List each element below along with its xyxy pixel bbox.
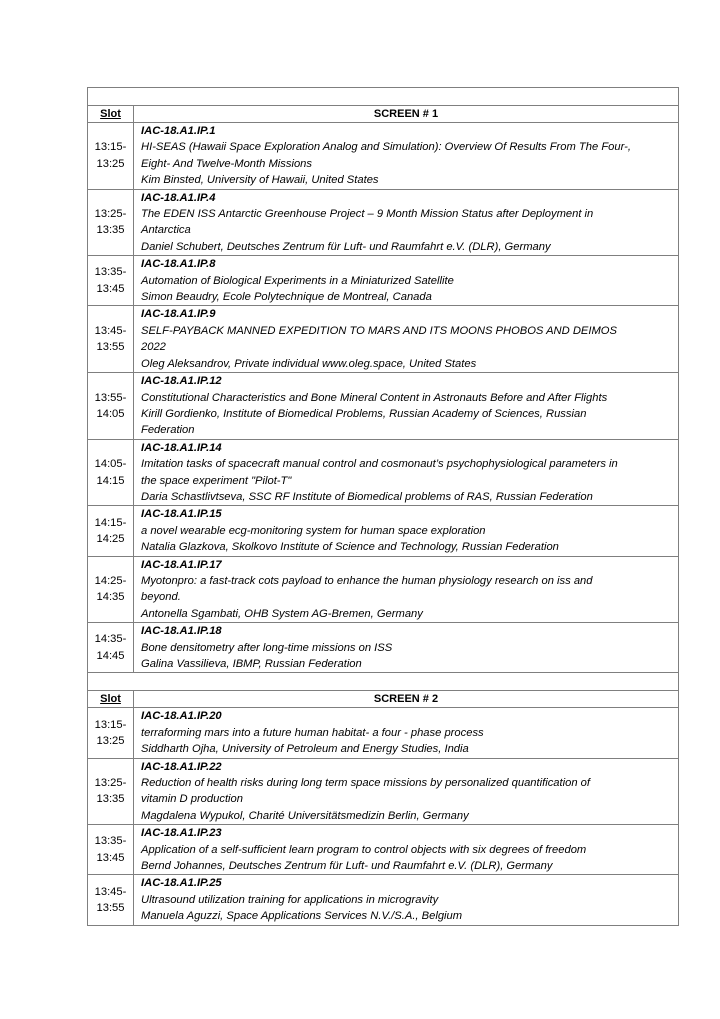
time-slot <box>88 556 134 623</box>
time-slot <box>88 623 134 673</box>
screen-header-row <box>88 691 679 708</box>
slot-start: 13:55- <box>94 391 127 404</box>
slot-column-header: Slot <box>88 691 134 708</box>
spacer-cell <box>88 88 679 106</box>
slot-start: 13:45- <box>94 324 127 337</box>
slot-start: 13:25- <box>94 208 127 221</box>
slot-start: 13:15- <box>94 718 127 731</box>
paper-entry <box>134 708 679 758</box>
paper-code: IAC-18.A1.IP.23 <box>141 827 222 840</box>
slot-end: 13:35 <box>96 793 125 806</box>
slot-end: 13:55 <box>96 341 125 354</box>
paper-text-line: Ultrasound utilization training for applications in microgravity <box>141 893 439 906</box>
paper-text-line: beyond. <box>141 591 181 604</box>
paper-code: IAC-18.A1.IP.15 <box>141 508 222 521</box>
slot-end: 13:25 <box>96 157 125 170</box>
slot-start: 14:35- <box>94 633 127 646</box>
spacer-row <box>88 88 679 106</box>
slot-end: 14:05 <box>96 407 125 420</box>
paper-text-line: Kirill Gordienko, Institute of Biomedical Problems, Russian Academy of Sciences, Russian <box>141 407 587 420</box>
session-row <box>88 875 679 925</box>
time-slot <box>88 506 134 556</box>
paper-text-line: Magdalena Wypukol, Charité Universitätsmedizin Berlin, Germany <box>141 809 469 822</box>
paper-entry <box>134 825 679 875</box>
paper-entry <box>134 875 679 925</box>
paper-entry <box>134 556 679 623</box>
time-slot <box>88 123 134 190</box>
slot-start: 13:45- <box>94 885 127 898</box>
slot-end: 13:45 <box>96 851 125 864</box>
session-row <box>88 439 679 506</box>
paper-text-line: a novel wearable ecg-monitoring system for human space exploration <box>141 524 486 537</box>
paper-code: IAC-18.A1.IP.25 <box>141 877 222 890</box>
slot-end: 14:25 <box>96 532 125 545</box>
slot-end: 13:45 <box>96 282 125 295</box>
paper-text-line: Manuela Aguzzi, Space Applications Services N.V./S.A., Belgium <box>141 910 463 923</box>
time-slot <box>88 439 134 506</box>
time-slot <box>88 256 134 306</box>
time-slot <box>88 373 134 440</box>
paper-entry <box>134 306 679 373</box>
slot-column-header: Slot <box>88 106 134 123</box>
slot-end: 13:35 <box>96 224 125 237</box>
session-row <box>88 373 679 440</box>
paper-text-line: Antarctica <box>141 224 191 237</box>
screen-title: SCREEN # 2 <box>134 691 679 708</box>
paper-text-line: Reduction of health risks during long term space missions by personalized quantification of <box>141 777 590 790</box>
paper-text-line: Imitation tasks of spacecraft manual control and cosmonaut’s psychophysiological parameters in <box>141 458 618 471</box>
paper-text-line: Kim Binsted, University of Hawaii, United States <box>141 174 379 187</box>
paper-text-line: Bone densitometry after long-time missions on ISS <box>141 641 393 654</box>
paper-text-line: Eight- And Twelve-Month Missions <box>141 157 312 170</box>
paper-text-line: Natalia Glazkova, Skolkovo Institute of Science and Technology, Russian Federation <box>141 541 559 554</box>
spacer-cell <box>88 673 679 691</box>
paper-text-line: Siddharth Ojha, University of Petroleum and Energy Studies, India <box>141 743 469 756</box>
slot-start: 14:05- <box>94 458 127 471</box>
slot-start: 13:15- <box>94 141 127 154</box>
paper-code: IAC-18.A1.IP.8 <box>141 258 216 271</box>
session-row <box>88 256 679 306</box>
paper-text-line: Federation <box>141 424 195 437</box>
paper-entry <box>134 623 679 673</box>
paper-entry <box>134 758 679 825</box>
slot-start: 13:25- <box>94 777 127 790</box>
slot-end: 14:15 <box>96 474 125 487</box>
paper-code: IAC-18.A1.IP.4 <box>141 191 216 204</box>
session-row <box>88 306 679 373</box>
session-row <box>88 825 679 875</box>
paper-entry <box>134 506 679 556</box>
paper-text-line: Daniel Schubert, Deutsches Zentrum für Luft- und Raumfahrt e.V. (DLR), Germany <box>141 240 551 253</box>
session-row <box>88 556 679 623</box>
session-row <box>88 708 679 758</box>
paper-text-line: Myotonpro: a fast-track cots payload to enhance the human physiology research on iss and <box>141 574 593 587</box>
slot-start: 13:35- <box>94 266 127 279</box>
session-row <box>88 623 679 673</box>
time-slot <box>88 875 134 925</box>
paper-entry <box>134 439 679 506</box>
paper-code: IAC-18.A1.IP.18 <box>141 625 222 638</box>
paper-text-line: Constitutional Characteristics and Bone Mineral Content in Astronauts Before and After Flights <box>141 391 608 404</box>
paper-code: IAC-18.A1.IP.20 <box>141 710 222 723</box>
paper-text-line: Antonella Sgambati, OHB System AG-Bremen, Germany <box>141 607 423 620</box>
session-row <box>88 123 679 190</box>
slot-end: 14:45 <box>96 649 125 662</box>
slot-start: 14:25- <box>94 574 127 587</box>
paper-text-line: Oleg Aleksandrov, Private individual www.oleg.space, United States <box>141 357 477 370</box>
paper-code: IAC-18.A1.IP.9 <box>141 308 216 321</box>
slot-end: 13:55 <box>96 902 125 915</box>
paper-text-line: terraforming mars into a future human habitat- a four - phase process <box>141 726 484 739</box>
paper-text-line: Application of a self-sufficient learn program to control objects with six degrees of freedom <box>141 843 587 856</box>
slot-start: 14:15- <box>94 516 127 529</box>
paper-text-line: The EDEN ISS Antarctic Greenhouse Project – 9 Month Mission Status after Deployment in <box>141 208 594 221</box>
paper-text-line: Bernd Johannes, Deutsches Zentrum für Luft- und Raumfahrt e.V. (DLR), Germany <box>141 860 553 873</box>
time-slot <box>88 306 134 373</box>
paper-entry <box>134 373 679 440</box>
schedule-body <box>88 88 679 926</box>
time-slot <box>88 708 134 758</box>
paper-text-line: vitamin D production <box>141 793 243 806</box>
paper-text-line: SELF-PAYBACK MANNED EXPEDITION TO MARS AND ITS MOONS PHOBOS AND DEIMOS <box>141 324 617 337</box>
slot-start: 13:35- <box>94 835 127 848</box>
paper-text-line: Daria Schastlivtseva, SSC RF Institute of Biomedical problems of RAS, Russian Federation <box>141 490 593 503</box>
paper-code: IAC-18.A1.IP.1 <box>141 125 216 137</box>
paper-text-line: the space experiment "Pilot-T" <box>141 474 292 487</box>
paper-text-line: Galina Vassilieva, IBMP, Russian Federation <box>141 658 362 670</box>
time-slot <box>88 189 134 256</box>
spacer-row <box>88 673 679 691</box>
paper-text-line: Simon Beaudry, Ecole Polytechnique de Montreal, Canada <box>141 291 432 304</box>
paper-text-line: HI-SEAS (Hawaii Space Exploration Analog and Simulation): Overview Of Results From The Four-, <box>141 141 631 154</box>
slot-end: 13:25 <box>96 735 125 748</box>
session-row <box>88 758 679 825</box>
paper-code: IAC-18.A1.IP.14 <box>141 441 222 454</box>
paper-entry <box>134 123 679 190</box>
session-row <box>88 189 679 256</box>
screen-title: SCREEN # 1 <box>134 106 679 123</box>
paper-entry <box>134 189 679 256</box>
screen-header-row <box>88 106 679 123</box>
time-slot <box>88 758 134 825</box>
schedule-table <box>87 87 679 926</box>
paper-text-line: 2022 <box>141 341 166 354</box>
session-row <box>88 506 679 556</box>
time-slot <box>88 825 134 875</box>
paper-text-line: Automation of Biological Experiments in a Miniaturized Satellite <box>141 274 454 287</box>
paper-code: IAC-18.A1.IP.22 <box>141 760 222 773</box>
paper-code: IAC-18.A1.IP.12 <box>141 375 222 388</box>
paper-entry <box>134 256 679 306</box>
slot-end: 14:35 <box>96 591 125 604</box>
paper-code: IAC-18.A1.IP.17 <box>141 558 222 571</box>
